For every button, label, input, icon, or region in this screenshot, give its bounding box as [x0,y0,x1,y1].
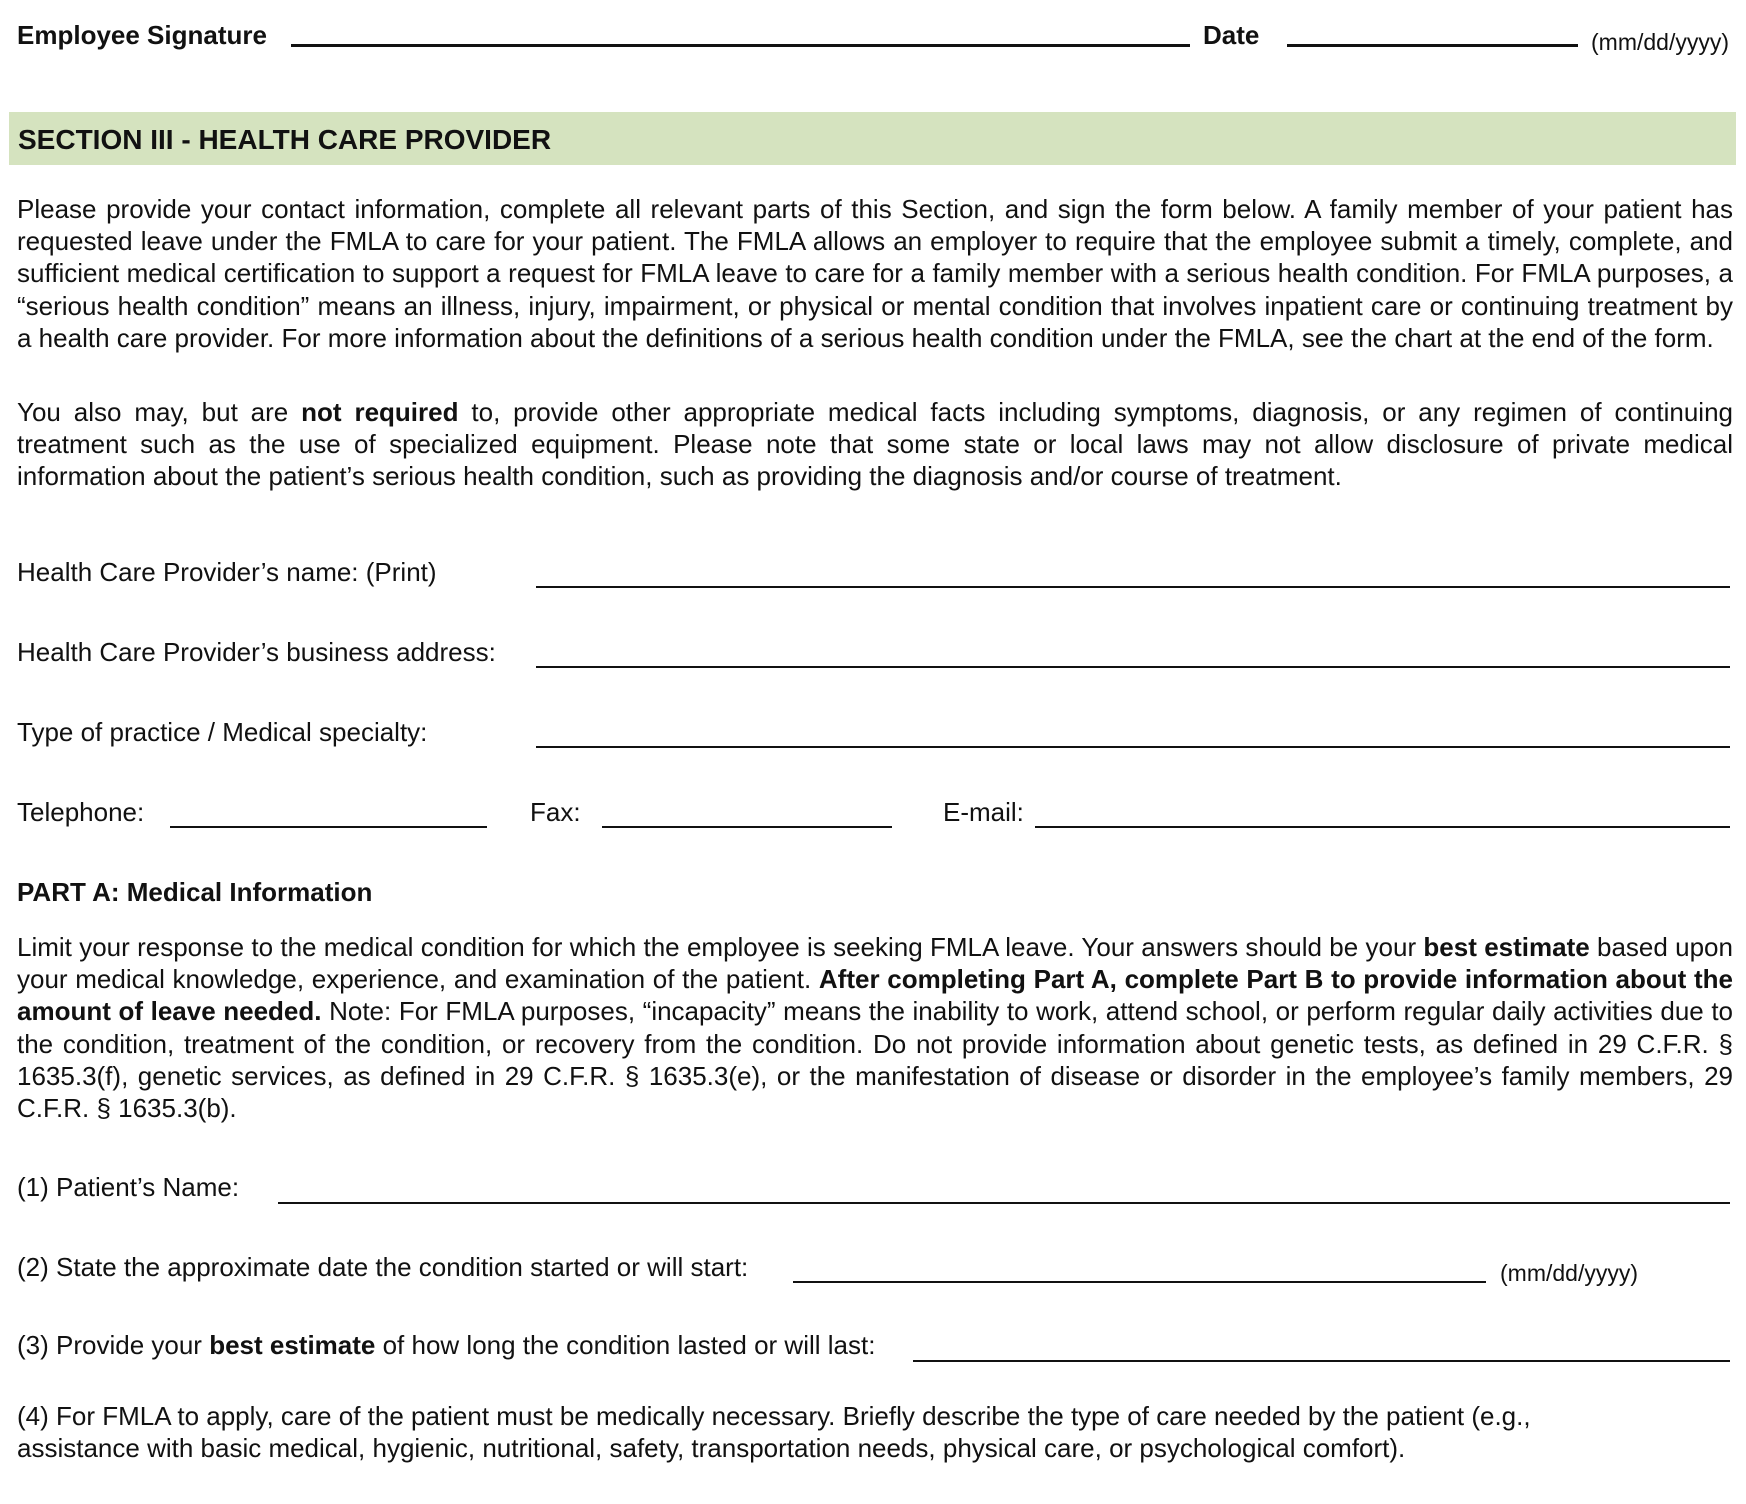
fax-field[interactable] [602,826,892,828]
part-a-heading: PART A: Medical Information [17,877,373,907]
telephone-label: Telephone: [17,797,145,827]
email-label: E-mail: [943,797,1024,827]
practice-specialty-field[interactable] [536,746,1730,748]
condition-duration-label: (3) Provide your best estimate of how long the condition lasted or will last: [17,1330,876,1360]
care-needed-question-line-1: (4) For FMLA to apply, care of the patient must be medically necessary. Briefly describe the type of care needed by the patient (e.g., [17,1401,1531,1431]
provider-name-label: Health Care Provider’s name: (Print) [17,557,437,587]
employee-signature-label: Employee Signature [17,20,267,50]
patient-name-field[interactable] [278,1202,1730,1204]
practice-specialty-label: Type of practice / Medical specialty: [17,717,428,747]
condition-start-date-label: (2) State the approximate date the condition started or will start: [17,1252,749,1282]
provider-address-label: Health Care Provider’s business address: [17,637,496,667]
provider-name-field[interactable] [536,586,1730,588]
fax-label: Fax: [530,797,581,827]
intro-paragraph-2: You also may, but are not required to, provide other appropriate medical facts including symptoms, diagnosis, or any regimen of continuing treatment such as the use of specialized equipment. Please note that some state or local laws may not allow disclosure of private medical information about the patient’s serious health condition, such as providing the diagnosis and/or course of treatment. [17,397,1734,492]
section-header [9,112,1736,165]
date-label: Date [1203,20,1260,50]
section-title: SECTION III - HEALTH CARE PROVIDER [18,124,552,155]
signature-date-field[interactable] [1287,44,1578,47]
provider-address-field[interactable] [536,666,1730,668]
email-field[interactable] [1035,826,1730,828]
intro-paragraph-1: Please provide your contact information, complete all relevant parts of this Section, and sign the form below. A family member of your patient has requested leave under the FMLA to care for your patient. The FMLA allows an employer to require that the employee submit a timely, complete, and sufficient medical certification to support a request for FMLA leave to care for a family member with a serious health condition. For FMLA purposes, a “serious health condition” means an illness, injury, impairment, or physical or mental condition that involves inpatient care or continuing treatment by a health care provider. For more information about the definitions of a serious health condition under the FMLA, see the chart at the end of the form. [17,194,1733,353]
employee-signature-field[interactable] [291,44,1190,47]
condition-date-format-hint: (mm/dd/yyyy) [1500,1260,1638,1286]
date-format-hint: (mm/dd/yyyy) [1591,29,1729,55]
condition-duration-field[interactable] [913,1360,1730,1362]
care-needed-question-line-2: assistance with basic medical, hygienic, nutritional, safety, transportation needs, physical care, or psychological comfort). [17,1433,1406,1463]
patient-name-label: (1) Patient’s Name: [17,1172,240,1202]
telephone-field[interactable] [170,826,487,828]
condition-start-date-field[interactable] [793,1281,1486,1283]
part-a-paragraph: Limit your response to the medical condition for which the employee is seeking FMLA leave. Your answers should be your best estimate based upon your medical knowledge, experience, and examination of the patient. After completing Part A, complete Part B to provide information about the amount of leave needed. Note: For FMLA purposes, “incapacity” means the inability to work, attend school, or perform regular daily activities due to the condition, treatment of the condition, or recovery from the condition. Do not provide information about genetic tests, as defined in 29 C.F.R. § 1635.3(f), genetic services, as defined in 29 C.F.R. § 1635.3(e), or the manifestation of disease or disorder in the employee’s family members, 29 C.F.R. § 1635.3(b). [17,932,1734,1124]
